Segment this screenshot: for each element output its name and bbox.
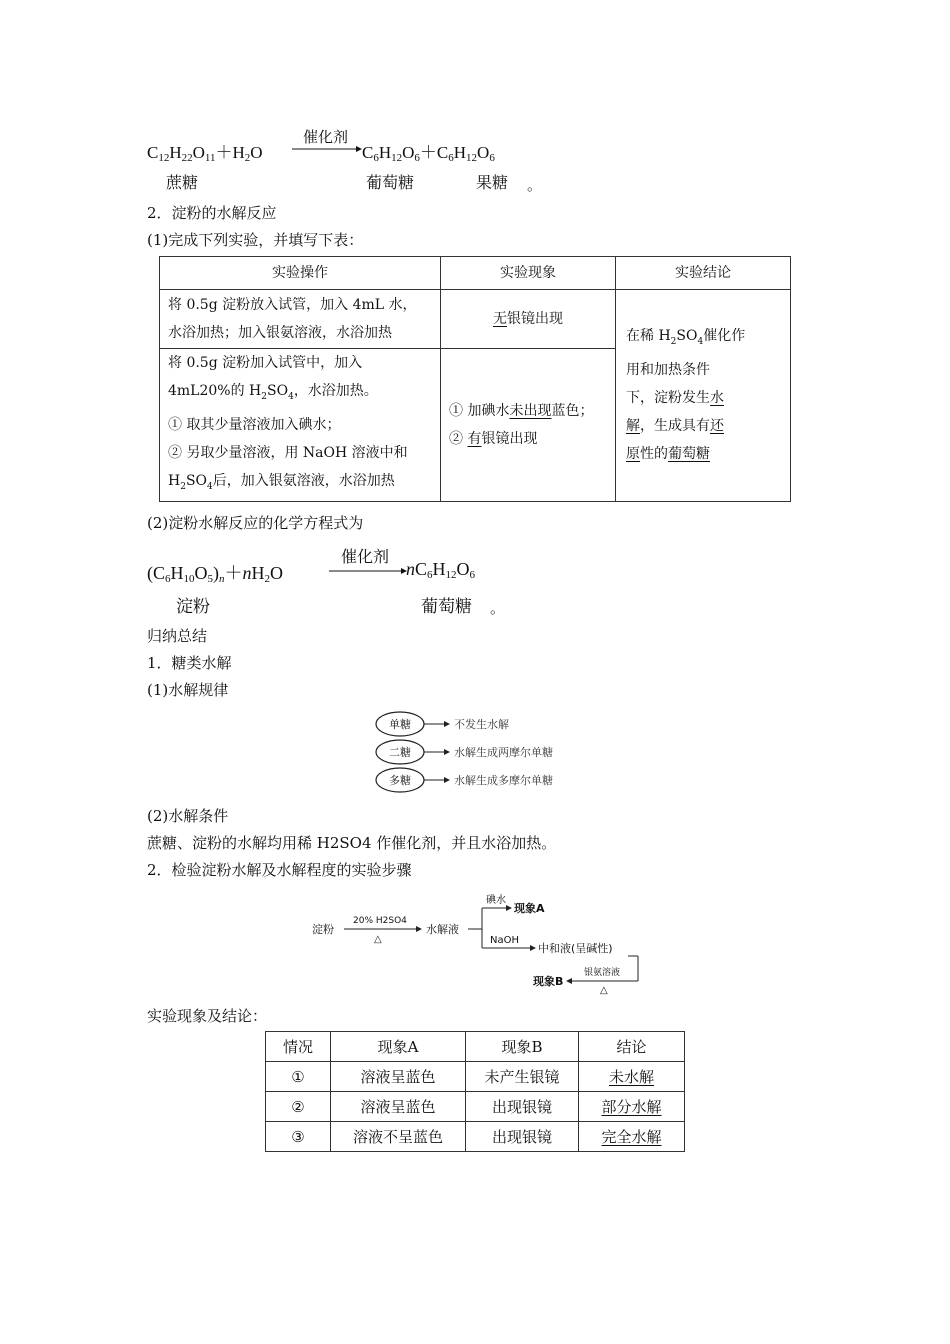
- table-row: [266, 1092, 685, 1122]
- phenomenon-a-cell: 溶液呈蓝色: [331, 1092, 466, 1122]
- starch-equation: $(C_6H_{10}O_5)_n+nH_2O$: [147, 563, 283, 585]
- results-heading: 实验现象及结论：: [147, 1007, 268, 1025]
- plus-sign: ＋: [215, 143, 233, 162]
- cell-text: SO: [267, 383, 289, 399]
- name-fructose: 果糖: [476, 173, 509, 192]
- catalyst-label: 催化剂: [303, 128, 349, 146]
- case-cell: ③: [266, 1122, 331, 1152]
- name-starch: 淀粉: [176, 597, 210, 617]
- sub-heading: (2)淀粉水解反应的化学方程式为: [147, 514, 364, 532]
- cell-text: 银镜出现: [507, 311, 563, 327]
- phenomenon-a-cell: 溶液呈蓝色: [331, 1062, 466, 1092]
- results-table: [265, 1031, 685, 1152]
- answer-blank: 完全水解: [601, 1128, 662, 1146]
- answer-blank: 葡萄糖: [668, 446, 710, 463]
- node-label: 二糖: [389, 746, 411, 759]
- cell-text: ② 另取少量溶液，用 NaOH 溶液中和: [168, 444, 408, 461]
- name-sucrose: 蔗糖: [166, 173, 199, 192]
- table-row: [160, 290, 791, 349]
- table-header-row: [266, 1032, 685, 1062]
- flow-mid: 水解液: [426, 923, 459, 936]
- cell-text: 水浴加热；加入银氨溶液，水浴加热: [168, 325, 392, 341]
- cell-text: 性的: [640, 446, 668, 463]
- cell-text: 用和加热条件: [626, 362, 710, 379]
- sub-heading: (1)完成下列实验，并填写下表：: [147, 231, 364, 249]
- sucrose-products: $C_6H_{12}O_6+C_6H_{12}O_6$: [362, 143, 495, 164]
- conclusion-cell: [579, 1092, 685, 1122]
- phenomenon-a-cell: 溶液不呈蓝色: [331, 1122, 466, 1152]
- rule-text: 水解生成两摩尔单糖: [454, 746, 553, 759]
- cell-text: ，生成具有: [640, 418, 710, 435]
- cell-text: SO: [676, 328, 698, 345]
- phenomenon-b-cell: 出现银镜: [466, 1092, 579, 1122]
- header-conclusion: 实验结论: [616, 257, 791, 290]
- cell-text: 后，加入银氨溶液，水浴加热: [212, 472, 395, 489]
- experiment-table: [159, 256, 791, 502]
- heat-symbol: △: [600, 985, 608, 996]
- flow-neutral: 中和液(呈碱性): [538, 942, 613, 955]
- cell-text: ②: [449, 430, 468, 447]
- rule-text: 水解生成多摩尔单糖: [454, 774, 553, 787]
- cell-text: ① 加碘水: [449, 402, 510, 419]
- starch-test-flowchart: [308, 890, 648, 996]
- cell-text: 将 0.5g 淀粉加入试管中，加入: [168, 355, 363, 371]
- cell-text: 催化作: [703, 328, 746, 345]
- cell-text: 银镜出现: [481, 430, 538, 447]
- rule-text: 不发生水解: [454, 718, 509, 731]
- rule-polysaccharide: [376, 768, 553, 792]
- catalyst-label: 催化剂: [341, 547, 390, 566]
- answer-blank: 解: [626, 418, 640, 435]
- case-cell: ②: [266, 1092, 331, 1122]
- phenomenon-cell: [441, 290, 616, 349]
- header-phenomenon: 实验现象: [441, 257, 616, 290]
- phenomenon-b-cell: 出现银镜: [466, 1122, 579, 1152]
- flow-result: 现象B: [533, 975, 564, 988]
- table-row: [266, 1122, 685, 1152]
- table-header-row: [160, 257, 791, 290]
- cell-text: 蓝色；: [551, 402, 594, 419]
- conclusion-cell: [579, 1062, 685, 1092]
- cell-text: 4mL20%的 H: [168, 383, 262, 399]
- name-glucose: 葡萄糖: [366, 173, 415, 192]
- sucrose-equation: $C_{12}H_{22}O_{11}+H_2O$: [147, 143, 263, 164]
- header-phenomenon-b: 现象B: [466, 1032, 579, 1062]
- section-heading: 2．淀粉的水解反应: [147, 204, 277, 222]
- cell-text: ，水浴加热。: [293, 383, 378, 399]
- flow-reagent: 20% H2SO4: [353, 916, 407, 926]
- table-row: [266, 1062, 685, 1092]
- heat-symbol: △: [374, 934, 382, 945]
- reaction-arrow: [329, 566, 407, 576]
- flow-result: 现象A: [514, 902, 545, 915]
- flow-reagent: 银氨溶液: [584, 968, 621, 978]
- hydrolysis-rule-diagram: [370, 708, 580, 796]
- answer-blank: 未水解: [608, 1068, 654, 1086]
- cell-text: ① 取其少量溶液加入碘水；: [168, 416, 341, 433]
- flow-reagent: NaOH: [490, 935, 519, 946]
- answer-blank: 无: [493, 311, 507, 327]
- cell-text: 在稀 H: [626, 328, 671, 345]
- flow-reagent: 碘水: [486, 895, 506, 906]
- conclusion-cell: 在稀 $H_2SO_4$催化作 用和加热条件 下，淀粉发生水 解，生成具有还 原性的葡萄糖: [616, 290, 791, 502]
- plus-sign: ＋: [419, 143, 437, 162]
- section-heading: 1．糖类水解: [147, 654, 232, 672]
- operation-cell: [160, 290, 441, 349]
- reaction-arrow: [292, 144, 362, 154]
- answer-blank: 水: [710, 390, 724, 407]
- node-label: 单糖: [389, 718, 411, 731]
- rule-monosaccharide: [376, 712, 509, 736]
- phenomenon-cell: [441, 349, 616, 502]
- answer-blank: 部分水解: [601, 1098, 662, 1116]
- answer-blank: 有: [467, 430, 482, 447]
- operation-cell: 将 0.5g 淀粉加入试管中，加入 4mL20%的 $H_2SO_4$，水浴加热。 ① 取其少量溶液加入碘水； ② 另取少量溶液，用 NaOH 溶液中和 $H_2SO_4$后，加入银氨溶液，水浴加热: [160, 349, 441, 502]
- header-operation: 实验操作: [160, 257, 441, 290]
- cell-text: 下，淀粉发生: [626, 390, 710, 407]
- answer-blank: 还: [710, 418, 724, 435]
- header-case: 情况: [266, 1032, 331, 1062]
- sub-heading: (1)水解规律: [147, 681, 229, 699]
- period: 。: [490, 599, 506, 617]
- flow-start: 淀粉: [312, 923, 334, 936]
- name-glucose: 葡萄糖: [421, 597, 472, 617]
- node-label: 多糖: [389, 774, 411, 787]
- cell-text: SO: [185, 472, 208, 489]
- case-cell: ①: [266, 1062, 331, 1092]
- summary-heading: 归纳总结: [147, 627, 208, 645]
- sub-heading: (2)水解条件: [147, 807, 229, 825]
- phenomenon-b-cell: 未产生银镜: [466, 1062, 579, 1092]
- answer-blank: 未出现: [509, 402, 552, 419]
- starch-product: $nC_6H_{12}O_6$: [406, 559, 476, 581]
- answer-blank: 原: [626, 446, 640, 463]
- conditions-text: 蔗糖、淀粉的水解均用稀 H2SO4 作催化剂，并且水浴加热。: [147, 834, 557, 852]
- section-heading: 2．检验淀粉水解及水解程度的实验步骤: [147, 861, 412, 879]
- cell-text: H: [168, 472, 181, 489]
- conclusion-cell: [579, 1122, 685, 1152]
- cell-text: 将 0.5g 淀粉放入试管，加入 4mL 水，: [168, 297, 417, 313]
- plus-sign: ＋: [224, 563, 243, 583]
- period: 。: [527, 176, 543, 194]
- header-phenomenon-a: 现象A: [331, 1032, 466, 1062]
- header-conclusion: 结论: [579, 1032, 685, 1062]
- rule-disaccharide: [376, 740, 553, 764]
